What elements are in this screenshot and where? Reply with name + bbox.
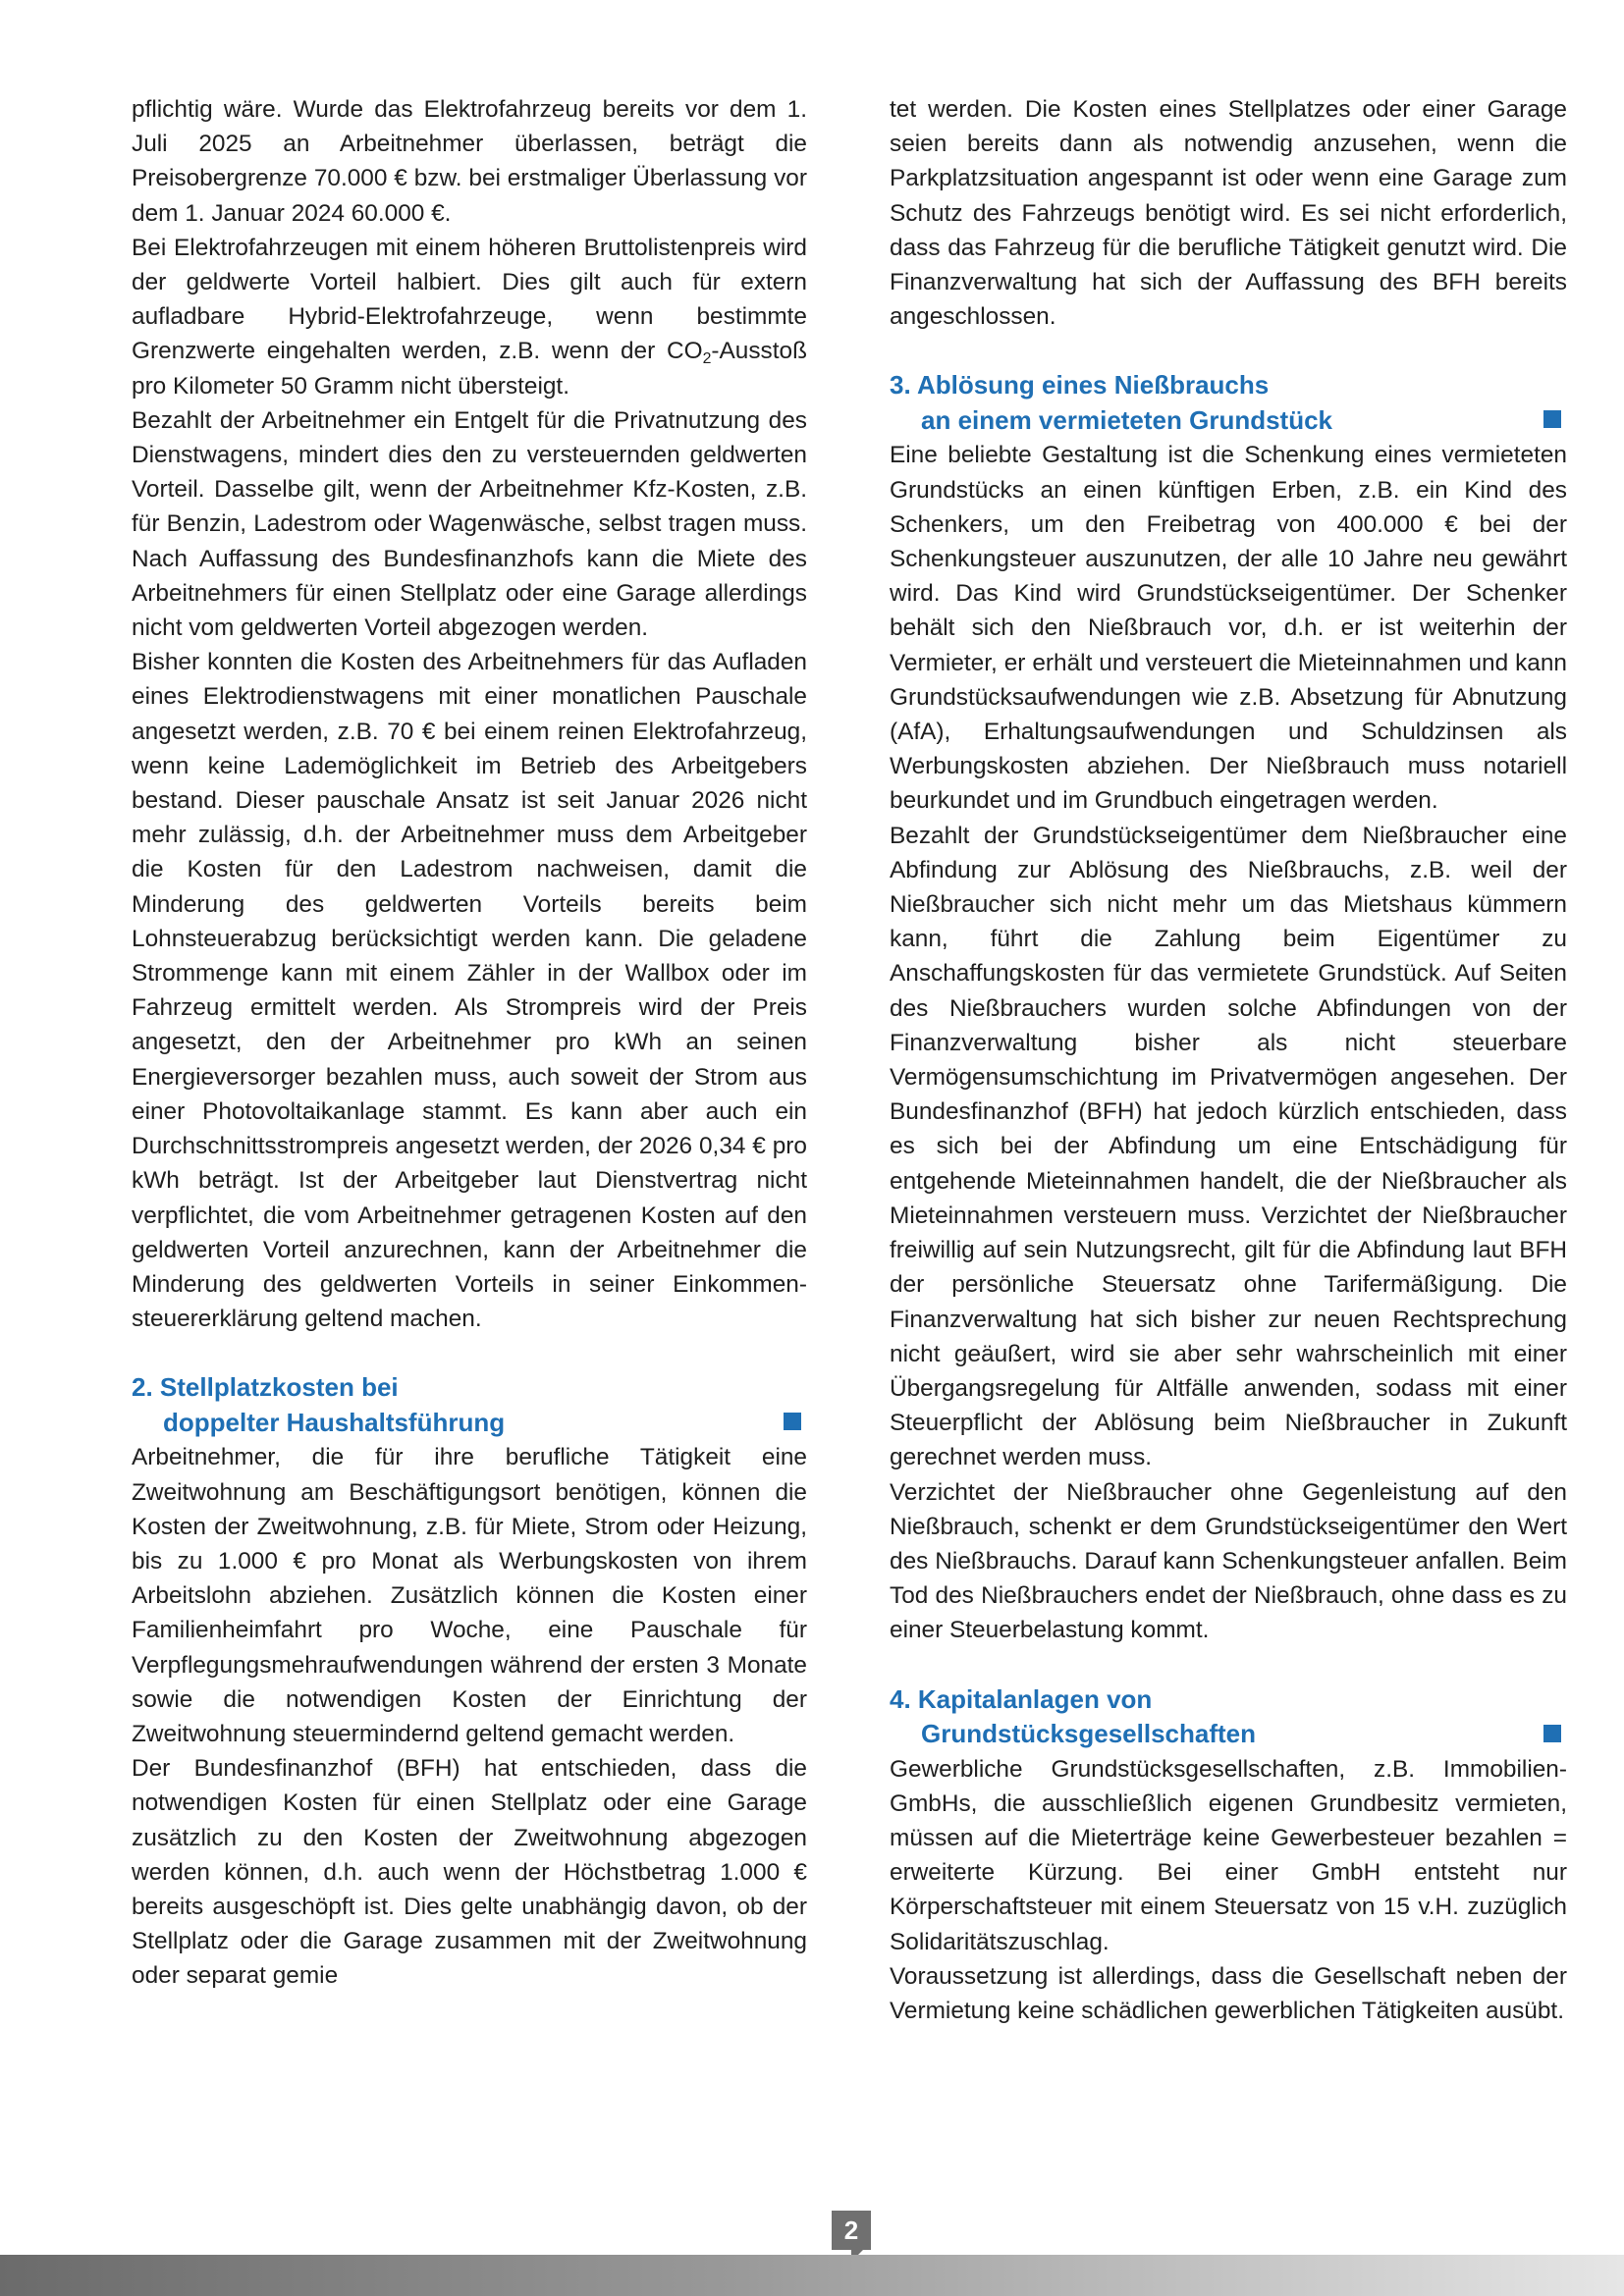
paragraph: Arbeitnehmer, die für ihre berufliche Tätigkeit eine Zweitwohnung am Beschäftigungsort benötigen, können die Kosten der Zweitwohnung, z.B. für Miete, Strom oder Heizung, bis zu 1.000 € pro Monat als Werbungskosten von ihrem Arbeitslohn abziehen. Zusätzlich können die Kosten einer Familienheimfahrt pro Woche, eine Pauschale für Verpflegungsmehraufwendungen während der ersten 3 Monate sowie die notwendigen Kosten der Einrichtung der Zweitwohnung steuermindernd geltend gemacht werden. xyxy=(132,1444,807,1747)
left-column xyxy=(132,92,807,1994)
heading-line-2: doppelter Haushaltsführung xyxy=(163,1407,506,1437)
section-heading-4 xyxy=(890,1682,1567,1752)
heading-line-1: 4. Kapitalanlagen von xyxy=(890,1683,1153,1714)
paragraph: Bezahlt der Arbeitnehmer ein Entgelt für die Privatnutzung des Dienstwagens, mindert dies den zu versteuernden geldwerten Vorteil. Dasselbe gilt, wenn der Arbeitnehmer Kfz-Kosten, z.B. für Benzin, Ladestrom oder Wagenwäsche, selbst tragen muss. Nach Auffassung des Bundesfinanzhofs kann die Miete des Arbeitnehmers für einen Stellplatz oder eine Garage allerdings nicht vom geldwerten Vorteil abgezogen werden. xyxy=(132,406,807,642)
paragraph: tet werden. Die Kosten eines Stellplatzes oder einer Garage seien bereits dann als notwendig anzusehen, wenn die Parkplatzsituation angespannt ist oder wenn eine Garage zum Schutz des Fahrzeugs benötigt wird. Es sei nicht erforderlich, dass das Fahrzeug für die berufliche Tätigkeit genutzt wird. Die Finanzverwaltung hat sich der Auffassung des BFH bereits angeschlossen. xyxy=(890,96,1567,331)
paragraph: Bisher konnten die Kosten des Arbeitnehmers für das Aufladen eines Elektrodienstwagens mit einer monatlichen Pauschale angesetzt werden, z.B. 70 € bei einem reinen Elektrofahrzeug, wenn keine Lademöglichkeit im Betrieb des Arbeitgebers bestand. Dieser pauschale Ansatz ist seit Januar 2026 nicht mehr zulässig, d.h. der Arbeitnehmer muss dem Arbeitgeber die Kosten für den Ladestrom nachweisen, damit die Minderung des geldwerten Vorteils bereits beim Lohnsteuerabzug berücksichtigt werden kann. Die geladene Strommenge kann mit einem Zähler in der Wallbox oder im Fahrzeug ermittelt werden. Als Strompreis wird der Preis angesetzt, den der Arbeitnehmer pro kWh an seinen Energieversorger bezahlen muss, auch soweit der Strom aus einer Photovoltaikanlage stammt. Es kann aber auch ein Durchschnittsstrompreis angesetzt werden, der 2026 0,34 € pro kWh beträgt. Ist der Arbeitgeber laut Dienstvertrag nicht verpflichtet, die vom Arbeitnehmer getragenen Kosten auf den geldwerten Vorteil anzurechnen, kann der Arbeitnehmer die Minderung des geldwerten Vorteils in seiner Einkommensteuererklärung geltend machen. xyxy=(132,649,807,1333)
paragraph: Bezahlt der Grundstückseigentümer dem Nießbraucher eine Abfindung zur Ablösung des Nießbrauchs, z.B. weil der Nießbraucher sich nicht mehr um das Mietshaus kümmern kann, führt die Zahlung beim Eigentümer zu Anschaffungskosten für das vermietete Grundstück. Auf Seiten des Nießbrauchers wurden solche Abfindungen von der Finanzverwaltung bisher als nicht steuerbare Vermögensumschichtung im Privatvermögen angesehen. Der Bundesfinanzhof (BFH) hat jedoch kürzlich entschieden, dass es sich bei der Abfindung um eine Entschädigung für entgehende Mieteinnahmen handelt, die der Nießbraucher als Mieteinnahmen versteuern muss. Verzichtet der Nießbraucher freiwillig auf sein Nutzungsrecht, gilt für die Abfindung laut BFH der persönliche Steuersatz ohne Tarifermäßigung. Die Finanzverwaltung hat sich bisher zur neuen Rechtsprechung nicht geäußert, wird sie aber sehr wahrscheinlich mit einer Übergangsregelung für Altfälle anwenden, sodass mit einer Steuerpflicht der Ablösung beim Nießbraucher in Zukunft gerechnet werden muss. xyxy=(890,822,1567,1471)
section-heading-2 xyxy=(132,1370,807,1440)
paragraph: Der Bundesfinanzhof (BFH) hat entschieden, dass die notwendigen Kosten für einen Stellplatz oder eine Garage zusätzlich zu den Kosten der Zweitwohnung abgezogen werden können, d.h. auch wenn der Höchstbetrag 1.000 € bereits ausgeschöpft ist. Dies gelte unabhängig davon, ob der Stellplatz oder die Garage zusammen mit der Zweitwohnung oder separat gemie xyxy=(132,1755,807,1990)
heading-line-2: Grundstücksgesellschaften xyxy=(921,1719,1256,1749)
paragraph: Verzichtet der Nießbraucher ohne Gegenleistung auf den Nießbrauch, schenkt er dem Grundstückseigentümer den Wert des Nießbrauchs. Darauf kann Schenkungsteuer anfallen. Beim Tod des Nießbrauchers endet der Nießbrauch, ohne dass es zu einer Steuerbelastung kommt. xyxy=(890,1478,1567,1644)
footer-gradient-bar xyxy=(0,2255,1624,2296)
section-heading-3 xyxy=(890,368,1567,438)
paragraph: Voraussetzung ist allerdings, dass die Gesellschaft neben der Vermietung keine schädlichen gewerblichen Tätigkeiten ausübt. xyxy=(890,1962,1567,2024)
page-number-badge: 2 xyxy=(832,2211,871,2250)
paragraph: Eine beliebte Gestaltung ist die Schenkung eines vermieteten Grundstücks an einen künftigen Erben, z.B. ein Kind des Schenkers, um den Freibetrag von 400.000 € bei der Schenkungsteuer auszunutzen, der alle 10 Jahre neu gewährt wird. Das Kind wird Grundstückseigentümer. Der Schenker behält sich den Nießbrauch vor, d.h. er ist weiterhin der Vermieter, er erhält und versteuert die Mieteinnahmen und kann Grundstücksaufwendungen wie z.B. Absetzung für Abnutzung (AfA), Erhaltungsaufwendungen und Schuldzinsen als Werbungskosten abziehen. Der Nießbrauch muss notariell beurkundet und im Grundbuch eingetragen werden. xyxy=(890,442,1567,815)
square-bullet-icon xyxy=(1543,1725,1561,1742)
square-bullet-icon xyxy=(1543,410,1561,428)
paragraph: pflichtig wäre. Wurde das Elektrofahrzeug bereits vor dem 1. Juli 2025 an Arbeitnehmer überlassen, beträgt die Preisobergrenze 70.000 € bzw. bei erstmaliger Überlassung vor dem 1. Januar 2024 60.000 €. xyxy=(132,96,807,227)
paragraph: Gewerbliche Grundstücksgesellschaften, z.B. Immobilien-GmbHs, die ausschließlich eigenen Grundbesitz vermieten, müssen auf die Mieterträge keine Gewerbesteuer bezahlen = erweiterte Kürzung. Bei einer GmbH entsteht nur Körperschaftsteuer mit einem Steuersatz von 15 v.H. zuzüglich Solidaritätszuschlag. xyxy=(890,1755,1567,1955)
paragraph-text: -Ausstoß pro Kilometer 50 Gramm nicht übersteigt. xyxy=(132,338,807,400)
paragraph-text: Bei Elektrofahrzeugen mit einem höheren Bruttolistenpreis wird der geldwerte Vorteil halbiert. Dies gilt auch für extern aufladbare Hybrid-Elektrofahrzeuge, wenn bestimmte Grenzwerte eingehalten werden, z.B. wenn der CO xyxy=(132,234,807,365)
square-bullet-icon xyxy=(784,1413,801,1430)
paragraph xyxy=(132,231,807,403)
heading-line-2: an einem vermieteten Grundstück xyxy=(921,404,1333,435)
right-column xyxy=(890,92,1567,2028)
subscript: 2 xyxy=(702,350,712,368)
heading-line-1: 2. Stellplatzkosten bei xyxy=(132,1372,399,1403)
heading-line-1: 3. Ablösung eines Nießbrauchs xyxy=(890,370,1270,400)
